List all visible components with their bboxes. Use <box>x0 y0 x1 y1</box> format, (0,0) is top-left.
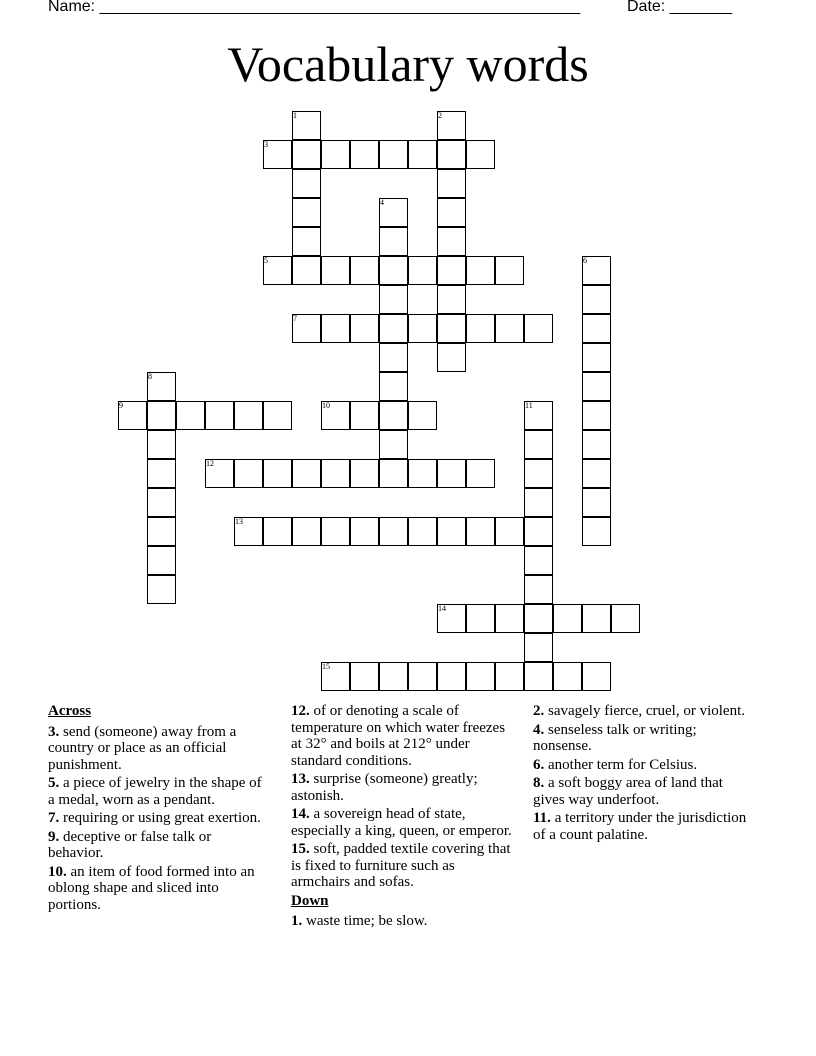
clue-across-3: 3. send (someone) away from a country or place as an official punishment. <box>48 723 237 773</box>
grid-cell[interactable] <box>524 517 553 546</box>
grid-cell[interactable] <box>321 517 350 546</box>
grid-cell[interactable] <box>350 662 379 691</box>
grid-number-4: 4 <box>380 198 384 207</box>
grid-cell[interactable] <box>582 459 611 488</box>
grid-cell[interactable] <box>553 604 582 633</box>
grid-cell[interactable] <box>408 459 437 488</box>
down-heading: Down <box>291 892 329 909</box>
grid-cell[interactable] <box>408 662 437 691</box>
grid-cell[interactable] <box>292 198 321 227</box>
grid-cell[interactable] <box>379 227 408 256</box>
grid-cell[interactable] <box>379 517 408 546</box>
grid-cell[interactable] <box>437 140 466 169</box>
grid-cell[interactable] <box>408 401 437 430</box>
grid-number-5: 5 <box>264 256 268 265</box>
grid-cell[interactable] <box>350 314 379 343</box>
grid-cell[interactable] <box>582 517 611 546</box>
grid-cell[interactable] <box>466 517 495 546</box>
clue-down-6: 6. another term for Celsius. <box>533 756 698 773</box>
grid-number-8: 8 <box>148 372 152 381</box>
grid-cell[interactable] <box>466 314 495 343</box>
grid-cell[interactable] <box>466 604 495 633</box>
grid-number-2: 2 <box>438 111 442 120</box>
grid-cell[interactable] <box>495 517 524 546</box>
grid-cell[interactable] <box>437 198 466 227</box>
grid-cell[interactable] <box>292 459 321 488</box>
grid-cell[interactable] <box>147 546 176 575</box>
grid-cell[interactable] <box>582 604 611 633</box>
clue-across-5: 5. a piece of jewelry in the shape of a medal, worn as a pendant. <box>48 775 262 808</box>
grid-cell[interactable] <box>147 401 176 430</box>
clues-column-3 <box>533 703 758 845</box>
grid-cell[interactable] <box>147 517 176 546</box>
grid-cell[interactable] <box>292 169 321 198</box>
grid-cell[interactable] <box>582 401 611 430</box>
grid-cell[interactable] <box>234 459 263 488</box>
grid-cell[interactable] <box>263 459 292 488</box>
grid-number-9: 9 <box>119 401 123 410</box>
grid-cell[interactable] <box>379 140 408 169</box>
grid-cell[interactable] <box>350 401 379 430</box>
clues-column-1 <box>48 703 268 915</box>
name-field-label: Name: ______________________________________________________ <box>48 0 581 15</box>
grid-cell[interactable] <box>437 459 466 488</box>
grid-cell[interactable] <box>147 459 176 488</box>
grid-cell[interactable] <box>611 604 640 633</box>
grid-number-15: 15 <box>322 662 330 671</box>
grid-cell[interactable] <box>379 459 408 488</box>
grid-number-10: 10 <box>322 401 330 410</box>
grid-number-11: 11 <box>525 401 533 410</box>
grid-cell[interactable] <box>350 256 379 285</box>
clue-down-11: 11. a territory under the jurisdiction of a count palatine. <box>533 810 747 843</box>
grid-cell[interactable] <box>524 662 553 691</box>
grid-cell[interactable] <box>321 256 350 285</box>
grid-cell[interactable] <box>379 430 408 459</box>
grid-cell[interactable] <box>408 314 437 343</box>
page-title: Vocabulary words <box>227 36 589 92</box>
grid-cell[interactable] <box>379 662 408 691</box>
grid-cell[interactable] <box>321 140 350 169</box>
grid-cell[interactable] <box>292 517 321 546</box>
grid-cell[interactable] <box>408 140 437 169</box>
grid-cell[interactable] <box>379 314 408 343</box>
clue-down-8: 8. a soft boggy area of land that gives way underfoot. <box>533 775 723 808</box>
grid-cell[interactable] <box>524 488 553 517</box>
grid-cell[interactable] <box>466 256 495 285</box>
grid-cell[interactable] <box>524 604 553 633</box>
grid-cell[interactable] <box>582 285 611 314</box>
clue-across-7: 7. requiring or using great exertion. <box>48 810 261 826</box>
grid-cell[interactable] <box>263 401 292 430</box>
grid-cell[interactable] <box>147 488 176 517</box>
clue-across-12: 12. of or denoting a scale of temperature on which water freezes at 32° and boils at 212° under standard conditions. <box>291 703 506 769</box>
grid-number-1: 1 <box>293 111 297 120</box>
grid-cell[interactable] <box>437 662 466 691</box>
grid-cell[interactable] <box>582 314 611 343</box>
grid-cell[interactable] <box>582 430 611 459</box>
grid-cell[interactable] <box>234 401 263 430</box>
grid-cell[interactable] <box>379 256 408 285</box>
grid-cell[interactable] <box>466 662 495 691</box>
grid-cell[interactable] <box>176 401 205 430</box>
grid-cell[interactable] <box>437 256 466 285</box>
grid-cell[interactable] <box>437 227 466 256</box>
grid-cell[interactable] <box>379 401 408 430</box>
grid-cell[interactable] <box>437 343 466 372</box>
grid-cell[interactable] <box>524 633 553 662</box>
date-field-label: Date: _______ <box>627 0 732 15</box>
grid-cell[interactable] <box>350 517 379 546</box>
grid-number-6: 6 <box>583 256 587 265</box>
grid-cell[interactable] <box>582 372 611 401</box>
grid-number-12: 12 <box>206 459 214 468</box>
clue-down-2: 2. savagely fierce, cruel, or violent. <box>533 703 745 719</box>
grid-cell[interactable] <box>292 227 321 256</box>
grid-cell[interactable] <box>379 343 408 372</box>
grid-cell[interactable] <box>350 459 379 488</box>
grid-number-7: 7 <box>293 314 297 323</box>
clue-down-4: 4. senseless talk or writing; nonsense. <box>533 721 697 754</box>
grid-cell[interactable] <box>437 314 466 343</box>
grid-cell[interactable] <box>263 517 292 546</box>
grid-cell[interactable] <box>292 140 321 169</box>
grid-cell[interactable] <box>379 372 408 401</box>
grid-cell[interactable] <box>495 604 524 633</box>
clue-across-13: 13. surprise (someone) greatly; astonish. <box>291 771 478 804</box>
clue-across-14: 14. a sovereign head of state, especially a king, queen, or emperor. <box>291 806 512 839</box>
grid-cell[interactable] <box>495 662 524 691</box>
grid-cell[interactable] <box>147 430 176 459</box>
grid-cell[interactable] <box>495 256 524 285</box>
grid-cell[interactable] <box>524 314 553 343</box>
grid-cell[interactable] <box>437 285 466 314</box>
clue-down-1: 1. waste time; be slow. <box>291 913 428 929</box>
grid-cell[interactable] <box>582 662 611 691</box>
grid-cell[interactable] <box>524 459 553 488</box>
grid-number-13: 13 <box>235 517 243 526</box>
grid-cell[interactable] <box>437 517 466 546</box>
grid-cell[interactable] <box>524 575 553 604</box>
clue-across-15: 15. soft, padded textile covering that is fixed to furniture such as armchairs and sofas. <box>291 841 511 890</box>
grid-cell[interactable] <box>321 314 350 343</box>
grid-cell[interactable] <box>350 140 379 169</box>
clue-across-10: 10. an item of food formed into an oblong shape and sliced into portions. <box>48 863 255 913</box>
grid-cell[interactable] <box>495 314 524 343</box>
clues-column-2 <box>291 703 516 932</box>
grid-number-14: 14 <box>438 604 446 613</box>
grid-cell[interactable] <box>524 430 553 459</box>
grid-cell[interactable] <box>524 546 553 575</box>
grid-cell[interactable] <box>321 459 350 488</box>
grid-cell[interactable] <box>553 662 582 691</box>
grid-cell[interactable] <box>466 459 495 488</box>
grid-cell[interactable] <box>582 343 611 372</box>
grid-cell[interactable] <box>292 256 321 285</box>
grid-cell[interactable] <box>408 256 437 285</box>
grid-cell[interactable] <box>466 140 495 169</box>
clue-across-9: 9. deceptive or false talk or behavior. <box>48 828 212 861</box>
grid-cell[interactable] <box>379 285 408 314</box>
across-heading: Across <box>48 703 92 719</box>
grid-number-3: 3 <box>264 140 268 149</box>
grid-cell[interactable] <box>437 169 466 198</box>
grid-cell[interactable] <box>205 401 234 430</box>
grid-cell[interactable] <box>582 488 611 517</box>
grid-cell[interactable] <box>408 517 437 546</box>
grid-cell[interactable] <box>147 575 176 604</box>
